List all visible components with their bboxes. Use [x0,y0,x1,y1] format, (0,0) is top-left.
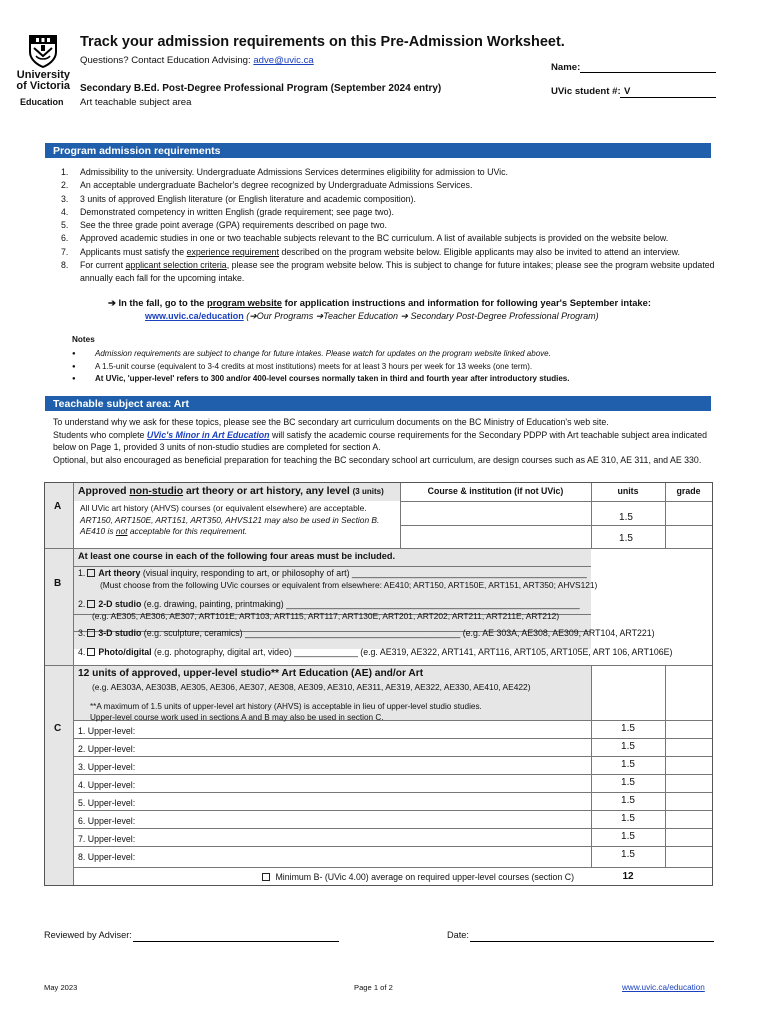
university-crest-icon [28,34,58,68]
selection-criteria-link[interactable]: applicant selection criteria [125,260,227,271]
upper-level-units-3: 1.5 [621,759,635,770]
area-3d-studio: 3. 3-D studio (e.g. sculpture, ceramics) ____________________________________________ (e.g. AE 303A, AE308, AE309, ART104, ART221) [78,628,655,638]
upper-level-row-4: 4. Upper-level: [78,780,136,790]
date-field[interactable] [470,941,714,942]
page-title: Track your admission requirements on this Pre-Admission Worksheet. [80,34,565,50]
upper-level-row-5: 5. Upper-level: [78,798,136,808]
upper-level-row-2: 2. Upper-level: [78,744,136,754]
footer-url-link[interactable]: www.uvic.ca/education [622,983,705,992]
program-title: Secondary B.Ed. Post-Degree Professional Program (September 2024 entry) [80,83,442,94]
list-item: 3. 3 units of approved English literature (or English literature and academic composition). [61,193,416,204]
course-column-header: Course & institution (if not UVic) [427,486,564,496]
upper-level-units-1: 1.5 [621,723,635,734]
list-item: ● Admission requirements are subject to change for future intakes. Please watch for updates on the program website linked above. [72,348,569,361]
program-website-link[interactable]: program website [207,297,283,308]
section-c-title: 12 units of approved, upper-level studio** Art Education (AE) and/or Art [78,668,424,679]
experience-requirement-link[interactable]: experience requirement [186,246,280,257]
upper-level-units-7: 1.5 [621,831,635,842]
art-theory-checkbox[interactable] [87,569,95,577]
upper-level-row-6: 6. Upper-level: [78,816,136,826]
section-a-label: A [54,501,62,512]
upper-level-row-8: 8. Upper-level: [78,852,136,862]
name-label: Name: [551,62,581,73]
photo-digital-checkbox[interactable] [87,648,95,656]
minor-art-education-link[interactable]: UVic's Minor in Art Education [146,429,270,440]
requirements-list [58,166,718,286]
section-c-notes: **A maximum of 1.5 units of upper-level art history (AHVS) is acceptable in lieu of upper-level studio studies. Upper-level course work used in sections A and B may also be used in section C. [90,702,482,722]
minimum-average-checkbox[interactable] [262,873,270,881]
footer-date: May 2023 [44,983,78,992]
notes-list [72,348,569,386]
list-item: ● At UVic, 'upper-level' refers to 300 and/or 400-level courses normally taken in third and fourth year after introductory studies. [72,373,569,386]
upper-level-units-6: 1.5 [621,813,635,824]
section-a-units-1: 1.5 [619,512,633,523]
fall-instructions: ➔ In the fall, go to the program website for application instructions and information for following year's September intake: [108,297,651,308]
section-a-units-2: 1.5 [619,533,633,544]
upper-level-row-3: 3. Upper-level: [78,762,136,772]
website-path: www.uvic.ca/education (➔Our Programs ➔Teacher Education ➔ Secondary Post-Degree Professional Program) [145,311,599,321]
requirements-table [44,482,713,886]
education-url-link[interactable]: www.uvic.ca/education [145,311,244,321]
upper-level-row-1: 1. Upper-level: [78,726,136,736]
program-subtitle: Art teachable subject area [80,97,192,108]
total-units: 12 [622,871,634,882]
area-art-theory-examples: (Must choose from the following UVic courses or equivalent from elsewhere: AE410; ART150, ART150E, ART151, ART350; AHVS121) [100,580,598,590]
list-item: 5. See the three grade point average (GPA) requirements described on page two. [61,220,387,231]
row-label-column [45,483,73,885]
faculty-wordmark: Education [20,97,64,107]
list-item: ● A 1.5-unit course (equivalent to 3-4 credits at most institutions) meets for at least 3 hours per week for 13 weeks (one term). [72,361,569,374]
upper-level-row-7: 7. Upper-level: [78,834,136,844]
upper-level-units-8: 1.5 [621,849,635,860]
upper-level-units-5: 1.5 [621,795,635,806]
section-c-label: C [54,723,62,734]
area-2d-studio: 2. 2-D studio (e.g. drawing, painting, printmaking) ____________________________________________________________ [78,599,580,609]
reviewed-by-label: Reviewed by Adviser: [44,930,132,940]
name-field[interactable] [580,72,716,73]
grade-column-header: grade [676,486,701,496]
upper-level-units-4: 1.5 [621,777,635,788]
2d-studio-checkbox[interactable] [87,600,95,608]
list-item: 7. Applicants must satisfy the experience requirement described on the program website below. Eligible applicants may also be invited to attend an interview. [61,246,680,257]
list-item: 6. Approved academic studies in one or two teachable subjects relevant to the BC curriculum. A list of available subjects is provided on the website below. [61,233,669,244]
university-wordmark: University of Victoria [16,69,70,92]
student-number-field[interactable]: V [620,86,716,98]
teachable-description: To understand why we ask for these topics, please see the BC secondary art curriculum documents on the BC Ministry of Education's web site. Students who complete UVic's Minor in Art Education will satisfy the academic course requirements for the Secondary PDPP with Art teachable subject area indicated below on Page 1, provided 3 units of non-studio studies are completed for section A. Optional, but also encouraged as beneficial preparation for teaching the BC secondary school art curriculum, are design courses such as AE 310, AE 311, and AE 330. [53,417,708,465]
area-art-theory: 1. Art theory (visual inquiry, responding to art, or philosophy of art) ________________________________________________ [78,568,587,578]
date-label: Date: [447,930,469,940]
notes-heading: Notes [72,335,95,344]
list-item: 2. An acceptable undergraduate Bachelor's degree recognized by Undergraduate Admissions Services. [61,180,473,191]
page-number: Page 1 of 2 [354,983,393,992]
list-item: 1. Admissibility to the university. Undergraduate Admissions Services determines eligibility for admission to UVic. [61,167,508,177]
student-number-label: UVic student #: [551,86,621,97]
section-a-description: All UVic art history (AHVS) courses (or equivalent elsewhere) are acceptable. ART150, ART150E, ART151, ART350, AHVS121 may also be used in Section B. AE410 is not acceptable for this requirement. [80,503,380,536]
minimum-average-row: Minimum B- (UVic 4.00) average on required upper-level courses (section C) [260,872,574,882]
section-b-intro: At least one course in each of the following four areas must be included. [78,551,396,561]
area-photo-digital: 4. Photo/digital (e.g. photography, digital art, video) _____________ (e.g. AE319, AE322, ART141, ART116, ART105, ART105E, ART 106, ART106E) [78,647,673,657]
3d-studio-checkbox[interactable] [87,629,95,637]
section-bar-requirements: Program admission requirements [45,143,711,158]
list-item: 8. For current applicant selection criteria, please see the program website below. This is subject to change for future intakes; please see the program website updated annually each fall for the upcoming intake. [61,260,715,284]
list-item: 4. Demonstrated competency in written English (grade requirement; see page two). [61,206,394,217]
advising-email-link[interactable]: adve@uvic.ca [253,55,314,66]
section-b-label: B [54,578,62,589]
section-a-title: Approved non-studio art theory or art history, any level (3 units) [78,486,384,497]
area-2d-studio-examples: (e.g. AE305, AE306, AE307, ART101E, ART103, ART115, ART117, ART130E, ART201, ART202, ART211, ART211E, ART212) [92,611,560,621]
adviser-signature-field[interactable] [133,941,339,942]
units-column-header: units [617,486,639,496]
contact-line: Questions? Contact Education Advising: adve@uvic.ca [80,55,314,66]
upper-level-units-2: 1.5 [621,741,635,752]
section-c-examples: (e.g. AE303A, AE303B, AE305, AE306, AE307, AE308, AE309, AE310, AE311, AE319, AE322, AE330, AE410, AE422) [92,682,531,692]
section-bar-teachable: Teachable subject area: Art [45,396,711,411]
